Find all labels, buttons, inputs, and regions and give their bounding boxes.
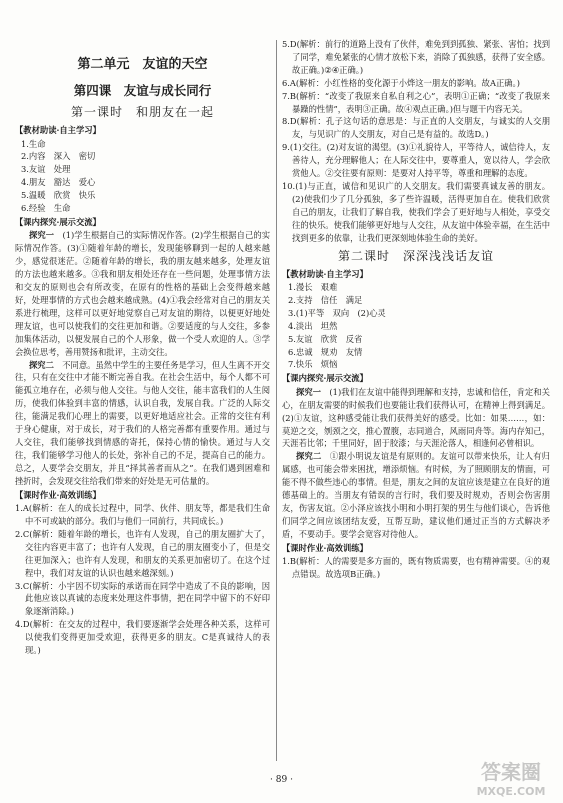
list-item: 5.友谊 欣赏 反省 [288, 333, 363, 344]
answer-item: 1.B(解析：人的需要是多方面的，既有物质需要，也有精神需要。④的观点错误。故选项B正确。) [282, 556, 550, 580]
explore-text: (1)我们在友谊中能得到理解和支持，忠诚和信任，肯定和关心，在朋友需要的时候我们也要能让我们获得认可，在精神上得到满足。(2)①友谊，这种感受能让我们获得美好的感受。比如：如果……，如：莫逆之交，刎颈之交，推心置腹，志同道合，风雨同舟等。海内存知己，天涯若比邻；千里同好，固于胶漆；与天涯沦落人，相逢何必曾相识。 [282, 386, 550, 449]
list-item: 6.经验 生命 [21, 203, 71, 214]
explore-paragraph [15, 229, 270, 358]
answer-item: 6.A(解析：小红性格的变化源于小烨这一朋友的影响。故A正确。) [282, 77, 520, 88]
column-divider [276, 40, 277, 761]
explore-text: ①跟小明说友谊是有原则的。友谊可以带来快乐，让人有归属感，也可能会带来困扰，增添烦恼。有时候，为了照顾朋友的情面，可能不得不做些违心的事情。但是，朋友之间的友谊应该是建立在良好的道德基础上的。当朋友有错误的言行时，我们要及时规劝，否则会伤害朋友，伤害友谊。②小泽应该找小明和小明打架的男生与他们谈心，告诉他们同学之间应该团结友爱，互帮互助，建议他们通过正当的方式解决矛盾，不要动手。要学会宽容对待他人。 [282, 451, 550, 539]
answer-list [282, 281, 550, 371]
list-item: 1.生命 [21, 138, 46, 149]
explore-paragraph [15, 359, 270, 488]
answer-item: 5.D(解析：前行的道路上没有了伙伴，难免到到孤独、紧张、害怕；找到了同学，难免紧张的心情才放松下来，消除了孤独感，获得了安全感。故正确。)②④正确。) [282, 39, 550, 75]
list-item: 6.忠诚 规劝 友情 [288, 346, 363, 357]
watermark-sub: MXQE.COM [476, 785, 546, 798]
section-header: 【课时作业·高效训练】 [282, 542, 368, 553]
section-header: 【课内探究·展示交流】 [282, 373, 368, 384]
answer-item: 9.(1)交往。(2)对友谊的渴望。(3)①礼貌待人，平等待人，诚信待人，友善待人，充分理解他人；在人际交往中，要尊重人，宽以待人，学会欣赏他人。②交往要有原则：是要对人持平等，尊重和理解的态度。 [282, 142, 550, 179]
answer-item: 7.B(解析：“改变了我原来自私自利之心”，表明①正确；“改变了我原来暴躁的性情”，表明③正确。故④观点正确。)但与题干内容无关。 [282, 90, 550, 114]
right-column [282, 38, 550, 763]
list-item: 4.淡出 坦然 [288, 320, 338, 331]
page-number: · 89 · [270, 775, 293, 785]
list-item: 2.支持 信任 满足 [288, 294, 363, 305]
explore-label: 探究二 [296, 451, 322, 462]
explore-label: 探究一 [296, 386, 322, 397]
section-header: 【教材助读·自主学习】 [282, 268, 368, 279]
list-item: 2.内容 深入 密切 [21, 151, 96, 162]
list-item: 4.朋友 豁达 爱心 [21, 177, 96, 188]
explore-text: 不同意。虽然中学生的主要任务是学习，但人生离不开交往，只有在交往中才能不断完善自我。在社会生活中，每个人都不可能孤立地存在，必须与他人交往。与他人交往，能丰富我们的人生阅历，使我们体验到丰富的情感，认识自我，发展自我。广泛的人际交往，能满足我们心理上的需要，以更好地适应社会。正常的交往有利于身心健康，对于成长，对于我们的人格完善都有重要作用。通过与人交往，我们能够找到情感的寄托，保持心情的愉快。通过与人交往，我们能够学习他人的长处，弥补自己的不足，提高自己的能力。总之，人要学会交朋友，并且“择其善者而从之”。在我们遇到困难和挫折时，会发现交往给我们带来的好处是无可估量的。 [15, 359, 270, 486]
explore-label: 探究二 [29, 359, 54, 370]
section-header: 【教材助读·自主学习】 [15, 125, 101, 135]
watermark-text: 答案圈 [481, 760, 541, 784]
explore-paragraph [282, 386, 550, 451]
explore-text: (1)学生根据自己的实际情况作答。(2)学生根据自己的实际情况作答。(3)①随着年龄的增长，发现能够聊到一起的人越来越少，感觉很迷茫。②随着年龄的增长，我的朋友越来越多，处理友谊的方法也越来越多。③我和朋友相处还存在一些问题，处理事情方法和交友的原则也会有所改变，在原有的性格的基础上会变得越来越好，处理事情的方式也会越来越成熟。(4)①我会经常对自己的朋友关系进行梳理，这样可以更好地觉察自己对友谊的期待，以便更好地处理友谊，也可以使我们的交往更加和谐。②要适度的与人交往，多参加集体活动，以便发展自己的个人形象，做一个受人欢迎的人。③学会换位思考，善用赞扬和批评，主动交往。 [15, 230, 270, 357]
answer-item: 4.D(解析：在交友的过程中，我们要逐渐学会处理各种关系，这样可以使我们变得更加受欢迎，获得更多的朋友。C是真诚待人的表现。) [15, 619, 270, 656]
answer-item: 1.A(解析：在人的成长过程中，同学、伙伴、朋友等，都是我们生命中不可或缺的部分。我们与他们一同前行，共同成长。) [15, 503, 270, 526]
answer-list [15, 138, 270, 215]
list-item: 5.温暖 欣赏 快乐 [21, 190, 96, 201]
section-header: 【课内探究·展示交流】 [15, 216, 101, 227]
watermark-logo [465, 755, 557, 799]
list-item: 3.友谊 处理 [21, 164, 71, 175]
list-item: 3.(1)平等 双向 (2)心灵 [288, 307, 386, 318]
lesson-title: 第四课 友谊与成长同行 [73, 83, 212, 98]
period-title: 第二课时 深深浅浅话友谊 [337, 248, 494, 263]
list-item: 7.快乐 烦恼 [288, 359, 338, 370]
section-header: 【课时作业·高效训练】 [15, 489, 101, 500]
explore-paragraph [282, 450, 550, 540]
answer-item: 8.D(解析：孔子这句话的意思是：与正直的人交朋友，与诚实的人交朋友，与见识广的人交朋友，对自己是有益的。故选D。) [282, 116, 550, 140]
answer-item: 2.C(解析：随着年龄的增长，也许有人发现，自己的朋友圈扩大了，交往内容更丰富了；也许有人发现，自己的朋友圈变小了，但是交往更加深入；也许有人发现，和朋友的关系更加密切了。在这个过程中，我们对友谊的认识也越来越深刻。) [15, 528, 270, 578]
left-column [15, 38, 270, 763]
list-item: 1.漫长 艰难 [288, 282, 338, 292]
unit-title: 第二单元 友谊的天空 [77, 57, 208, 72]
answer-item: 3.C(解析：小宇因不切实际的承诺而在同学中造成了不良的影响，因此他应该以真诚的态度来处理这件事情，把在同学中留下的不好印象逐渐消除。) [15, 580, 270, 617]
period-title: 第一课时 和朋友在一起 [70, 105, 214, 119]
answer-item: 10.(1)与正直，诚信和见识广的人交朋友。我们需要真诚友善的朋友。(2)使我们少了几分孤独，多了些许温暖，活得更加自在。使我们欣赏自己的朋友，让我们了解自我，使我们学会了更好地与人相处，享受交往的快乐。使我们能够更好地与人交往，从友谊中体验幸福，在生活中找到更多的依靠，让我们更深刻地体验生命的美好。 [282, 180, 550, 243]
explore-label: 探究一 [29, 230, 55, 241]
